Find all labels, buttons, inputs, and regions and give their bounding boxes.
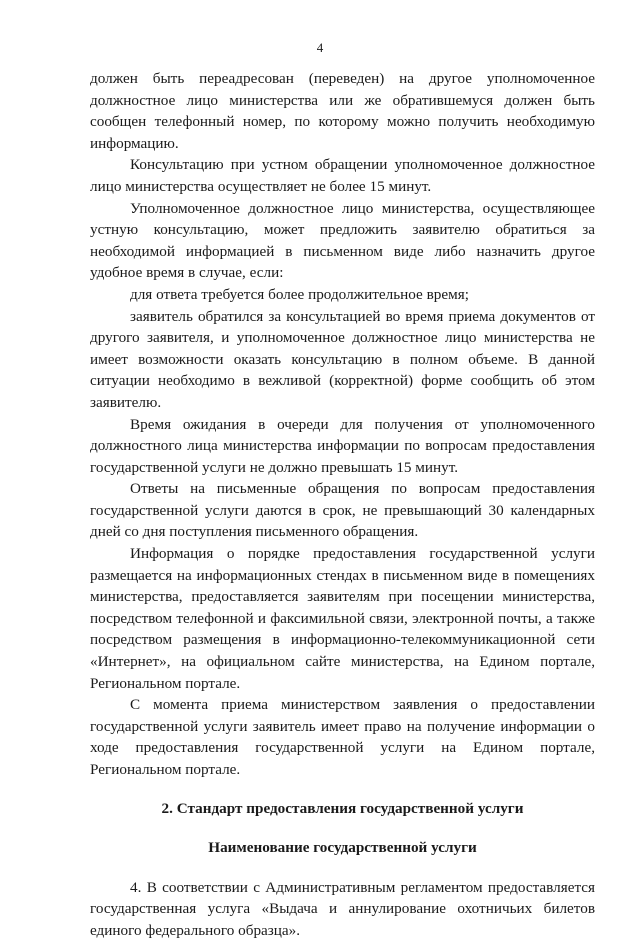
section-heading: 2. Стандарт предоставления государственной услуги (161, 799, 524, 817)
paragraph: заявитель обратился за консультацией во время приема документов от другого заявителя, и уполномоченное должностное лицо министерства не имеет возможности оказать консультацию в полном объеме. В данной ситуации необходимо в вежливой (корректной) форме сообщить об этом заявителю. (90, 307, 595, 411)
paragraph: 4. В соответствии с Административным регламентом предоставляется государственная услуга «Выдача и аннулирование охотничьих билетов единого федерального образца». (90, 878, 595, 939)
page-number: 4 (316, 40, 324, 55)
document-body (90, 68, 595, 942)
paragraph: Ответы на письменные обращения по вопросам предоставления государственной услуги даются в срок, не превышающий 30 календарных дней со дня поступления письменного обращения. (90, 480, 595, 541)
paragraph: Консультацию при устном обращении уполномоченное должностное лицо министерства осуществляет не более 15 минут. (90, 156, 595, 195)
paragraph: Уполномоченное должностное лицо министерства, осуществляющее устную консультацию, может предложить заявителю обратиться за необходимой информацией в письменном виде либо назначить другое удобное время в случае, если: (90, 199, 595, 282)
subsection-heading: Наименование государственной услуги (208, 839, 477, 857)
paragraph: С момента приема министерством заявления о предоставлении государственной услуги заявитель имеет право на получение информации о ходе предоставления государственной услуги на Едином портале, Региональном портале. (90, 696, 595, 778)
paragraph: должен быть переадресован (переведен) на другое уполномоченное должностное лицо министерства или же обратившемуся должен быть сообщен телефонный номер, по которому можно получить необходимую информацию. (90, 70, 595, 152)
paragraph: для ответа требуется более продолжительное время; (130, 285, 469, 303)
paragraph: Время ожидания в очереди для получения от уполномоченного должностного лица министерства информации по вопросам предоставления государственной услуги не должно превышать 15 минут. (90, 415, 595, 476)
paragraph: Информация о порядке предоставления государственной услуги размещается на информационных стендах в письменном виде в помещениях министерства, предоставляется заявителям при посещении министерства, посредством телефонной и факсимильной связи, электронной почты, а также посредством размещения в информационно-телекоммуникационной сети «Интернет», на официальном сайте министерства, на Едином портале, Региональном портале. (90, 545, 595, 692)
